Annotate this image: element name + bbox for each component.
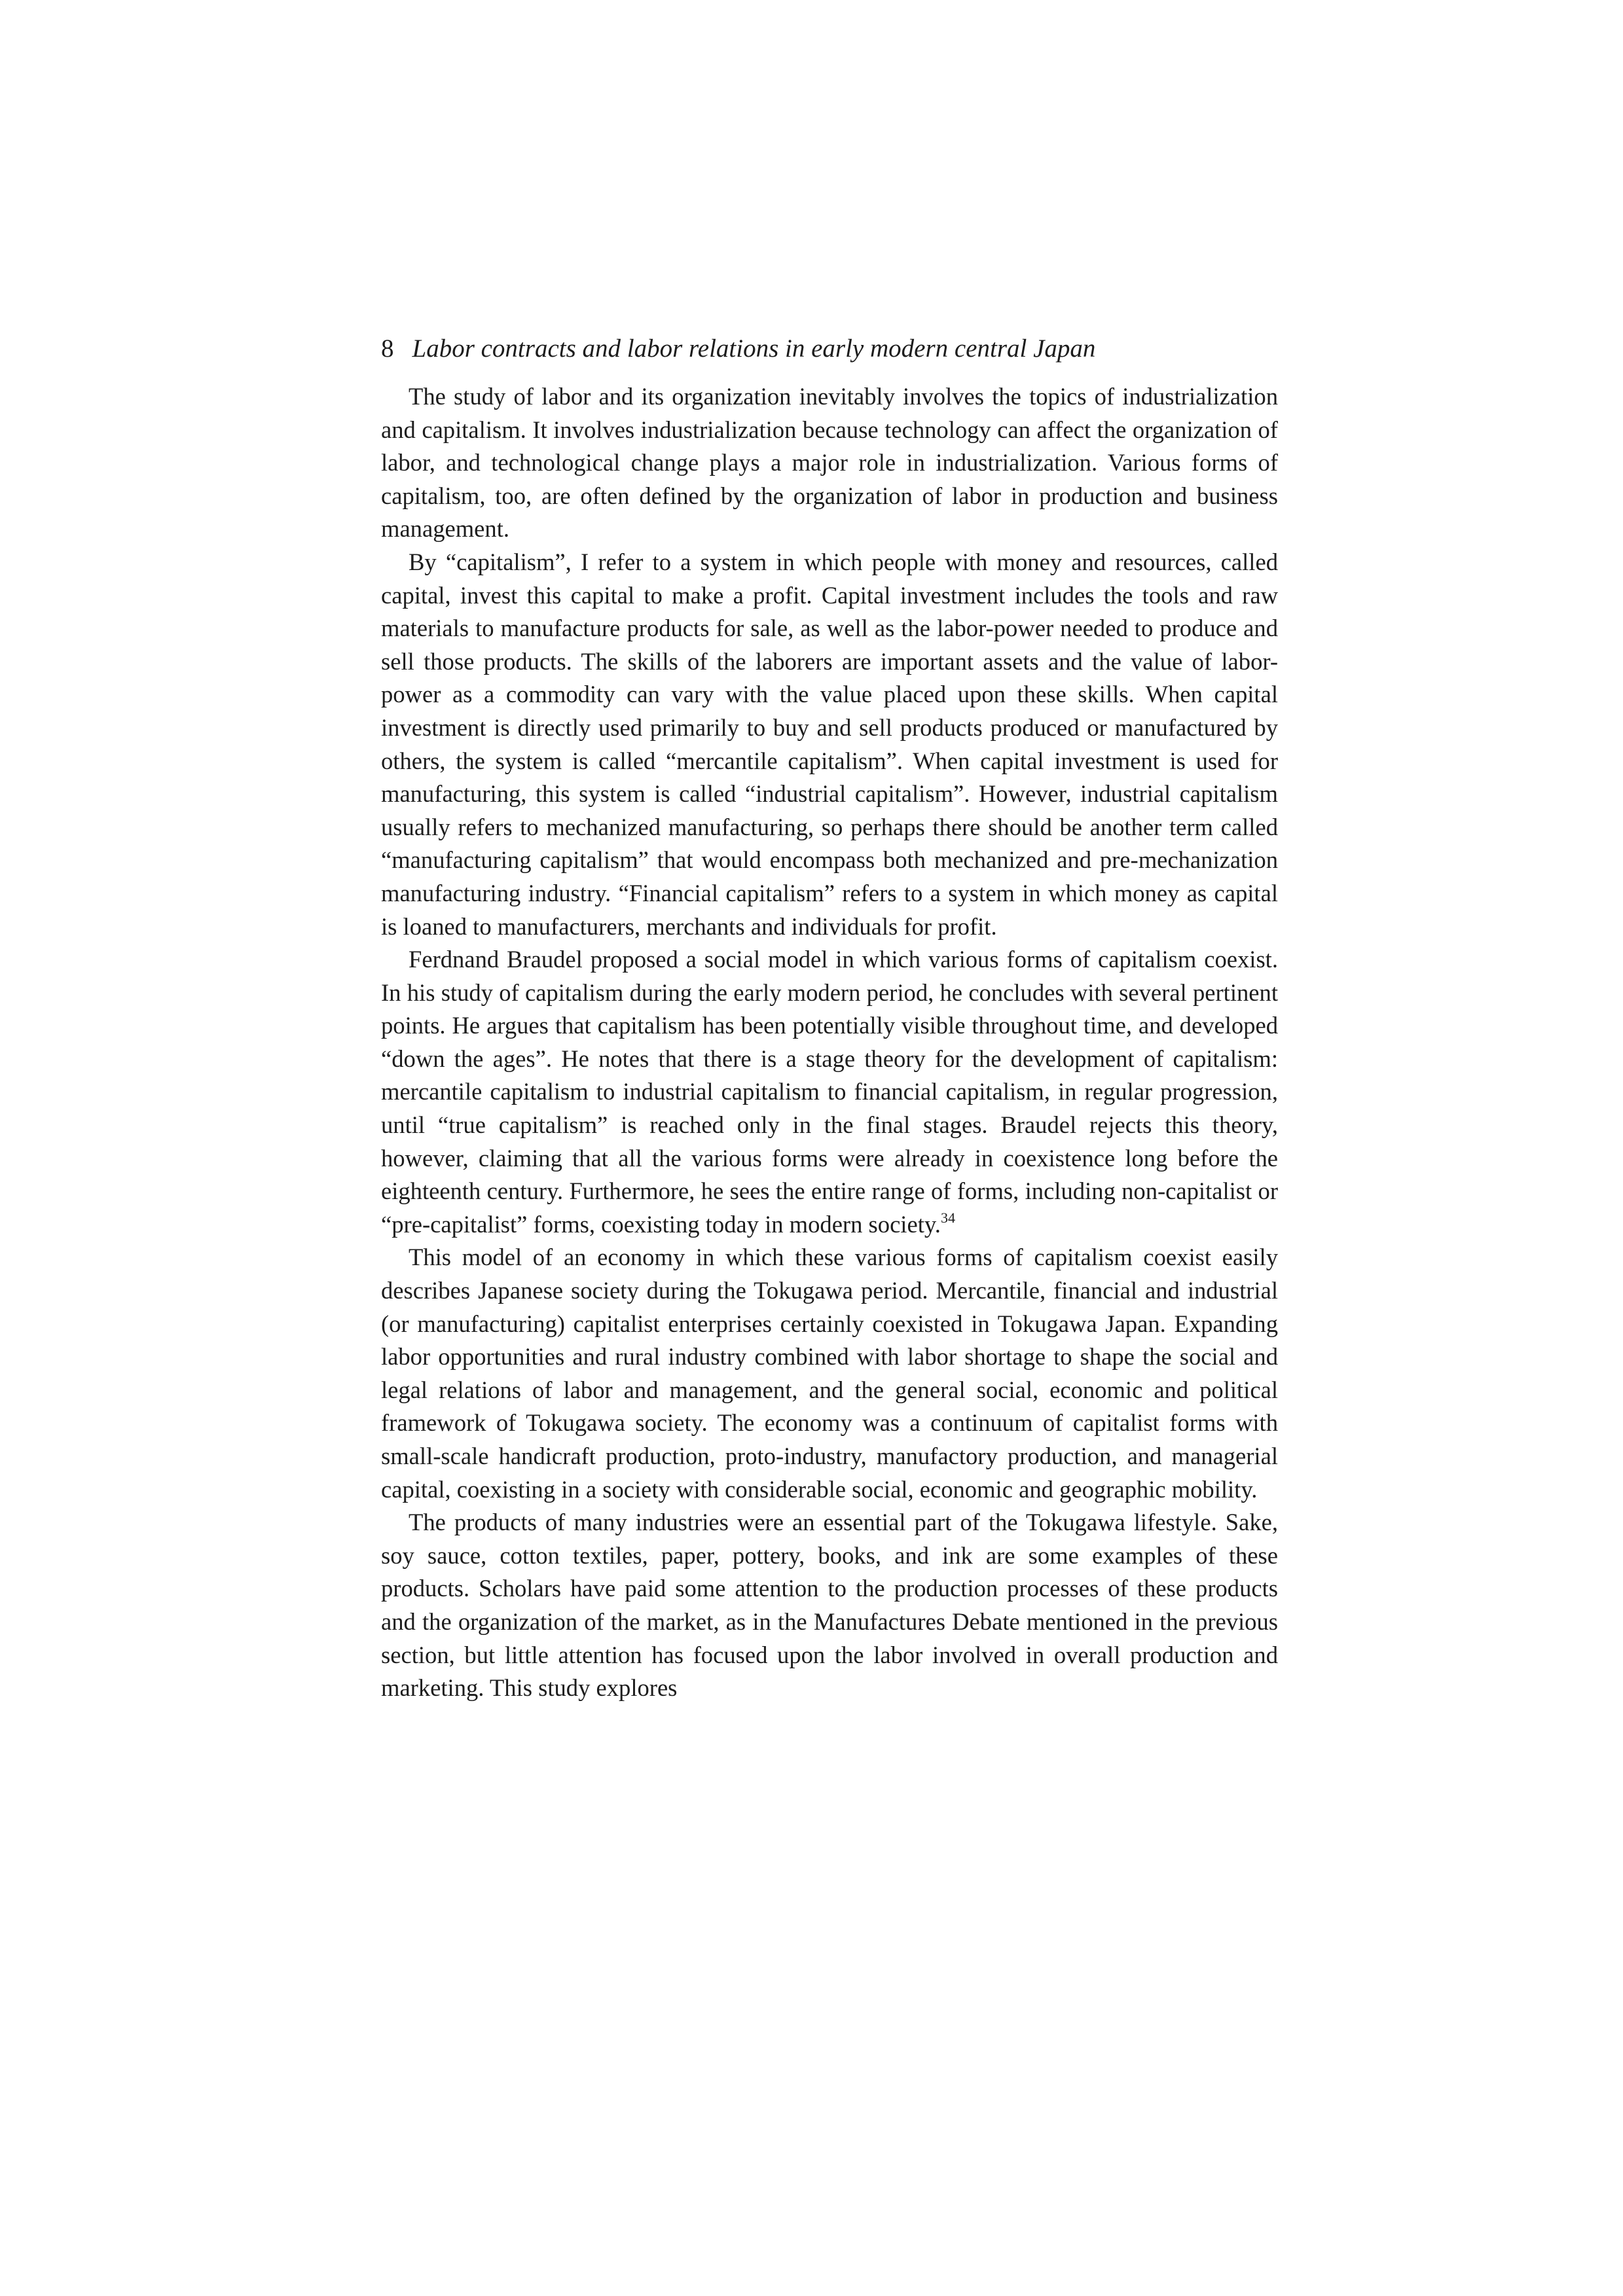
paragraph-3 — [381, 943, 1278, 1241]
text-block — [381, 331, 1278, 1705]
footnote-marker: 34 — [940, 1209, 955, 1226]
running-head — [381, 331, 1278, 367]
paragraph-3-text: Ferdnand Braudel proposed a social model in which various forms of capitalism coexist. In his study of capitalism during the early modern period, he concludes with several pertinent points. He argues that capitalism has been potentially visible throughout time, and developed “down the ages”. He notes that there is a stage theory for the development of capitalism: mercantile capitalism to industrial capitalism to financial capitalism, in regular progression, until “true capitalism” is reached only in the final stages. Braudel rejects this theory, however, claiming that all the various forms were already in coexistence long before the eighteenth century. Furthermore, he sees the entire range of forms, including non-capitalist or “pre-capitalist” forms, coexisting today in modern society. — [381, 946, 1278, 1238]
paragraph-2: By “capitalism”, I refer to a system in which people with money and resources, called capital, invest this capital to make a profit. Capital investment includes the tools and raw materials to manufacture products for sale, as well as the labor-power needed to produce and sell those products. The skills of the laborers are important assets and the value of labor-power as a commodity can vary with the value placed upon these skills. When capital investment is directly used primarily to buy and sell products produced or manufactured by others, the system is called “mercantile capitalism”. When capital investment is used for manufacturing, this system is called “industrial capitalism”. However, industrial capitalism usually refers to mechanized manufacturing, so perhaps there should be another term called “manufacturing capitalism” that would encompass both mechanized and pre-mechanization manufacturing industry. “Financial capitalism” refers to a system in which money as capital is loaned to manufacturers, merchants and individuals for profit. — [381, 548, 1278, 940]
paragraph-5: The products of many industries were an essential part of the Tokugawa lifestyle. Sake, soy sauce, cotton textiles, paper, pottery, books, and ink are some examples of these products. Scholars have paid some attention to the production processes of these products and the organization of the market, as in the Manufactures Debate mentioned in the previous section, but little attention has focused upon the labor involved in overall production and marketing. This study explores — [381, 1509, 1278, 1702]
running-title: Labor contracts and labor relations in early modern central Japan — [412, 334, 1096, 363]
page-number: 8 — [381, 334, 394, 363]
paragraph-4: This model of an economy in which these various forms of capitalism coexist easily describes Japanese society during the Tokugawa period. Mercantile, financial and industrial (or manufacturing) capitalist enterprises certainly coexisted in Tokugawa Japan. Expanding labor opportunities and rural industry combined with labor shortage to shape the social and legal relations of labor and management, and the general social, economic and political framework of Tokugawa society. The economy was a continuum of capitalist forms with small-scale handicraft production, proto-industry, manufactory production, and managerial capital, coexisting in a society with considerable social, economic and geographic mobility. — [381, 1244, 1278, 1503]
paragraph-1: The study of labor and its organization inevitably involves the topics of industrialization and capitalism. It involves industrialization because technology can affect the organization of labor, and technological change plays a major role in industrialization. Various forms of capitalism, too, are often defined by the organization of labor in production and business management. — [381, 383, 1278, 543]
